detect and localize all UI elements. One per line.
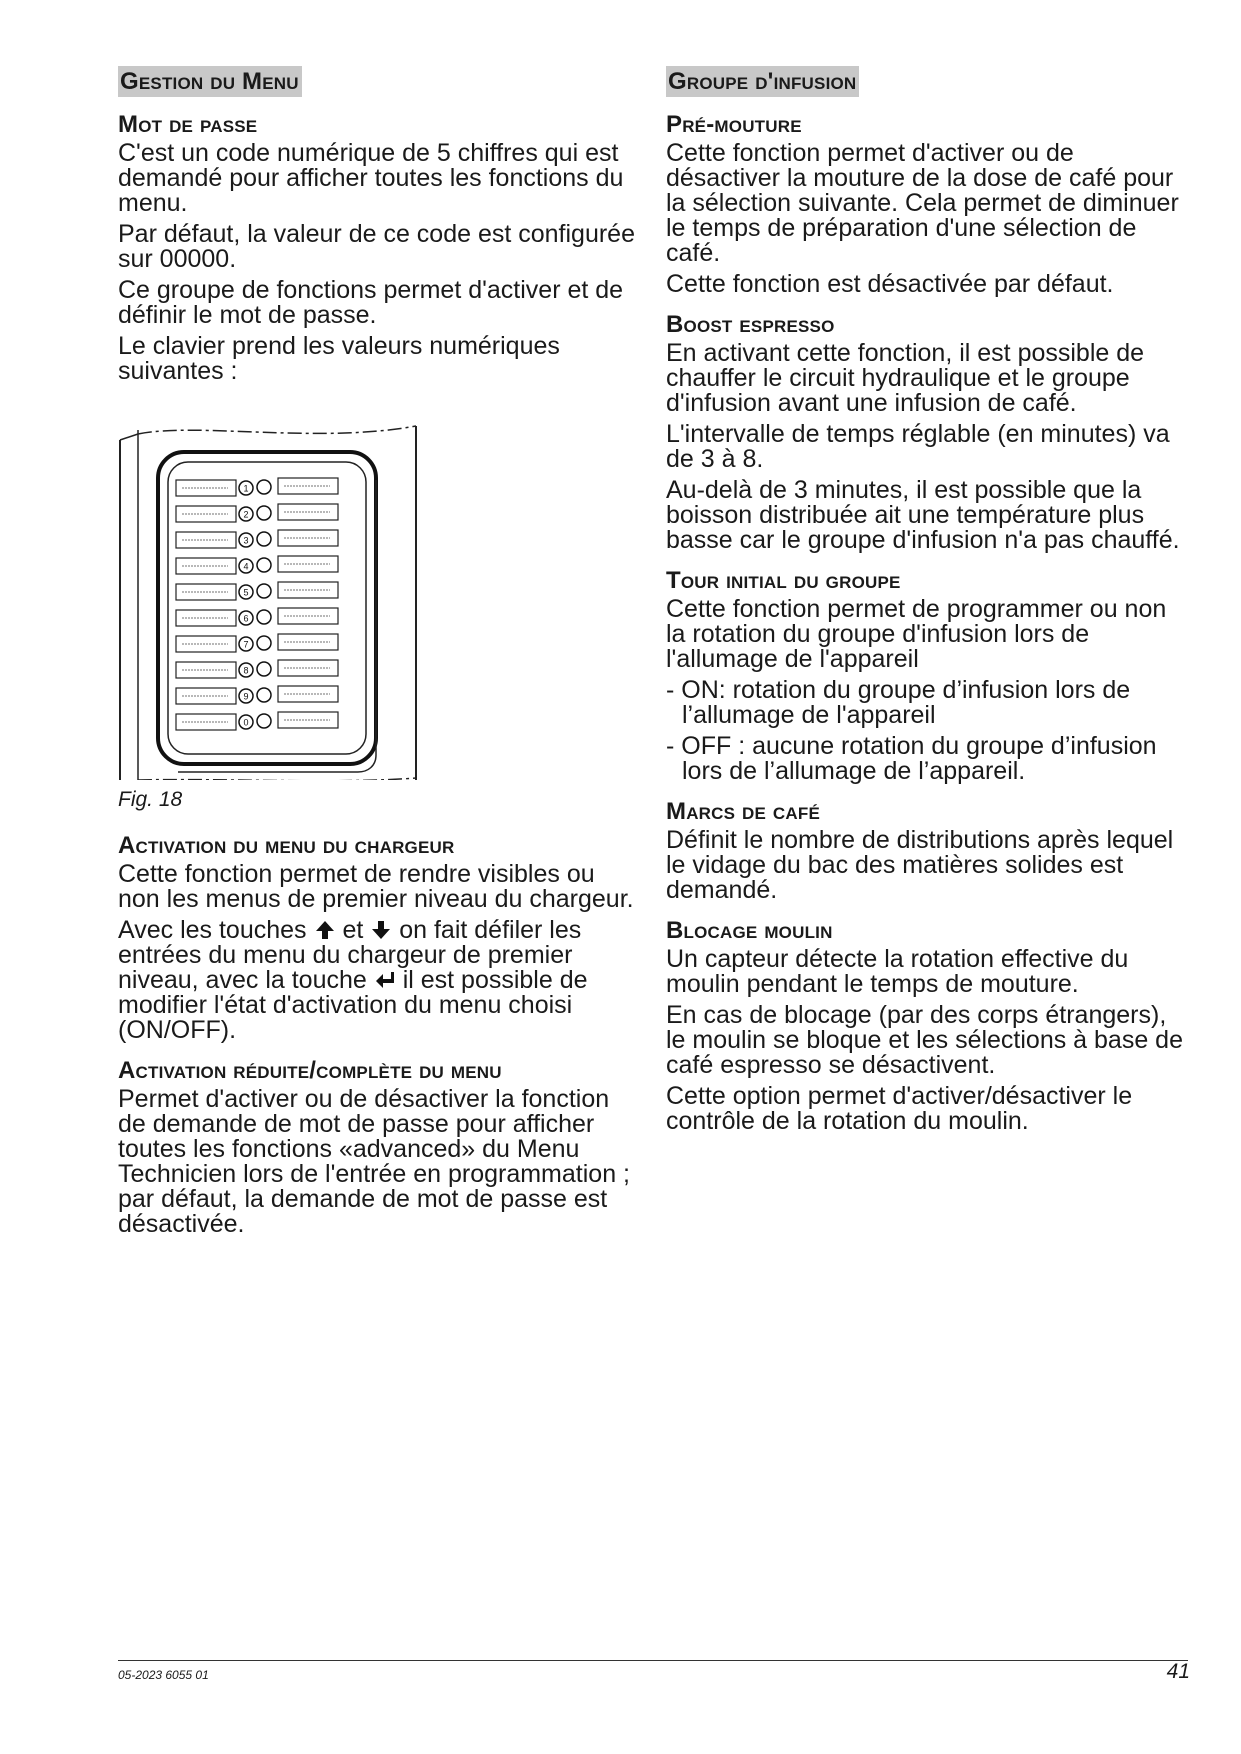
arrow-down-icon: [370, 919, 392, 941]
footer-reference: 05-2023 6055 01: [118, 1668, 209, 1682]
key-number: 3: [243, 535, 249, 546]
selection-button: [257, 610, 271, 624]
key-number: 5: [243, 587, 249, 598]
paragraph: Par défaut, la valeur de ce code est configurée sur 00000.: [118, 220, 635, 273]
selection-button: [257, 558, 271, 572]
key-number: 7: [243, 639, 249, 650]
heading-boost-espresso: Boost espresso: [666, 311, 835, 338]
text-fragment: Avec les touches: [118, 916, 307, 944]
paragraph: Cette fonction est désactivée par défaut.: [666, 270, 1114, 298]
selection-button: [257, 714, 271, 728]
page-number: 41: [1166, 1660, 1190, 1683]
section-title-groupe-infusion: Groupe d'infusion: [666, 66, 859, 97]
key-number: 9: [243, 691, 249, 702]
paragraph: Cette fonction permet d'activer ou de désactiver la mouture de la dose de café pour la sélection suivante. Cela permet de diminuer le temps de préparation d'une sélection de café.: [666, 139, 1179, 267]
paragraph-with-icons: [118, 918, 638, 1043]
left-column: [118, 66, 638, 1243]
heading-activation-reduite: Activation réduite/complète du menu: [118, 1057, 502, 1084]
list-item-off: - OFF : aucune rotation du groupe d’infusion lors de l’allumage de l’appareil.: [666, 732, 1157, 785]
paragraph: Au-delà de 3 minutes, il est possible que la boisson distribuée ait une température plus basse car le groupe d'infusion n'a pas chauffé.: [666, 476, 1180, 554]
section-title-gestion-menu: Gestion du Menu: [118, 66, 302, 97]
paragraph: C'est un code numérique de 5 chiffres qui est demandé pour afficher toutes les fonctions du menu.: [118, 139, 624, 217]
paragraph: Cette option permet d'activer/désactiver le contrôle de la rotation du moulin.: [666, 1082, 1133, 1135]
key-number: 0: [243, 717, 249, 728]
heading-mot-de-passe: Mot de passe: [118, 111, 258, 138]
paragraph: Cette fonction permet de rendre visibles ou non les menus de premier niveau du chargeur.: [118, 860, 634, 913]
selection-button: [257, 506, 271, 520]
key-number: 8: [243, 665, 249, 676]
footer-divider: [118, 1660, 1188, 1661]
key-number: 4: [243, 561, 249, 572]
selection-button: [257, 584, 271, 598]
enter-icon: [374, 969, 396, 991]
heading-activation-chargeur: Activation du menu du chargeur: [118, 832, 455, 859]
paragraph: Définit le nombre de distributions après lequel le vidage du bac des matières solides est demandé.: [666, 826, 1174, 904]
heading-marcs-de-cafe: Marcs de café: [666, 798, 820, 825]
heading-tour-initial: Tour initial du groupe: [666, 567, 901, 594]
selection-button: [257, 532, 271, 546]
key-number: 1: [243, 483, 249, 494]
paragraph: L'intervalle de temps réglable (en minutes) va de 3 à 8.: [666, 420, 1170, 473]
heading-blocage-moulin: Blocage moulin: [666, 917, 833, 944]
key-number: 2: [243, 509, 249, 520]
keypad-figure: [118, 400, 428, 780]
arrow-up-icon: [314, 919, 336, 941]
paragraph: Ce groupe de fonctions permet d'activer et de définir le mot de passe.: [118, 276, 624, 329]
figure-caption: Fig. 18: [118, 788, 183, 811]
paragraph: Le clavier prend les valeurs numériques suivantes :: [118, 332, 560, 385]
text-fragment: il est possible de modifier l'état d'activation du menu choisi (ON/OFF).: [118, 966, 588, 1044]
paragraph: Permet d'activer ou de désactiver la fonction de demande de mot de passe pour afficher toutes les fonctions «advanced» du Menu Technicien lors de l'entrée en programmation ; par défaut, la demande de mot de passe est désactivée.: [118, 1085, 630, 1238]
paragraph: En activant cette fonction, il est possible de chauffer le circuit hydraulique et le groupe d'infusion avant une infusion de café.: [666, 339, 1145, 417]
paragraph: Un capteur détecte la rotation effective du moulin pendant le temps de mouture.: [666, 945, 1129, 998]
key-number: 6: [243, 613, 249, 624]
selection-button: [257, 636, 271, 650]
text-fragment: on fait défiler les entrées du menu du chargeur de premier niveau, avec la touche: [118, 916, 582, 994]
heading-pre-mouture: Pré-mouture: [666, 111, 802, 138]
selection-button: [257, 688, 271, 702]
text-fragment: et: [342, 916, 364, 944]
paragraph: Cette fonction permet de programmer ou non la rotation du groupe d'infusion lors de l'allumage de l'appareil: [666, 595, 1167, 673]
selection-button: [257, 662, 271, 676]
selection-button: [257, 480, 271, 494]
list-item-on: - ON: rotation du groupe d’infusion lors de l’allumage de l'appareil: [666, 676, 1131, 729]
right-column: [666, 66, 1186, 1140]
paragraph: En cas de blocage (par des corps étrangers), le moulin se bloque et les sélections à base de café espresso se désactivent.: [666, 1001, 1183, 1079]
keypad-illustration: [118, 400, 428, 780]
